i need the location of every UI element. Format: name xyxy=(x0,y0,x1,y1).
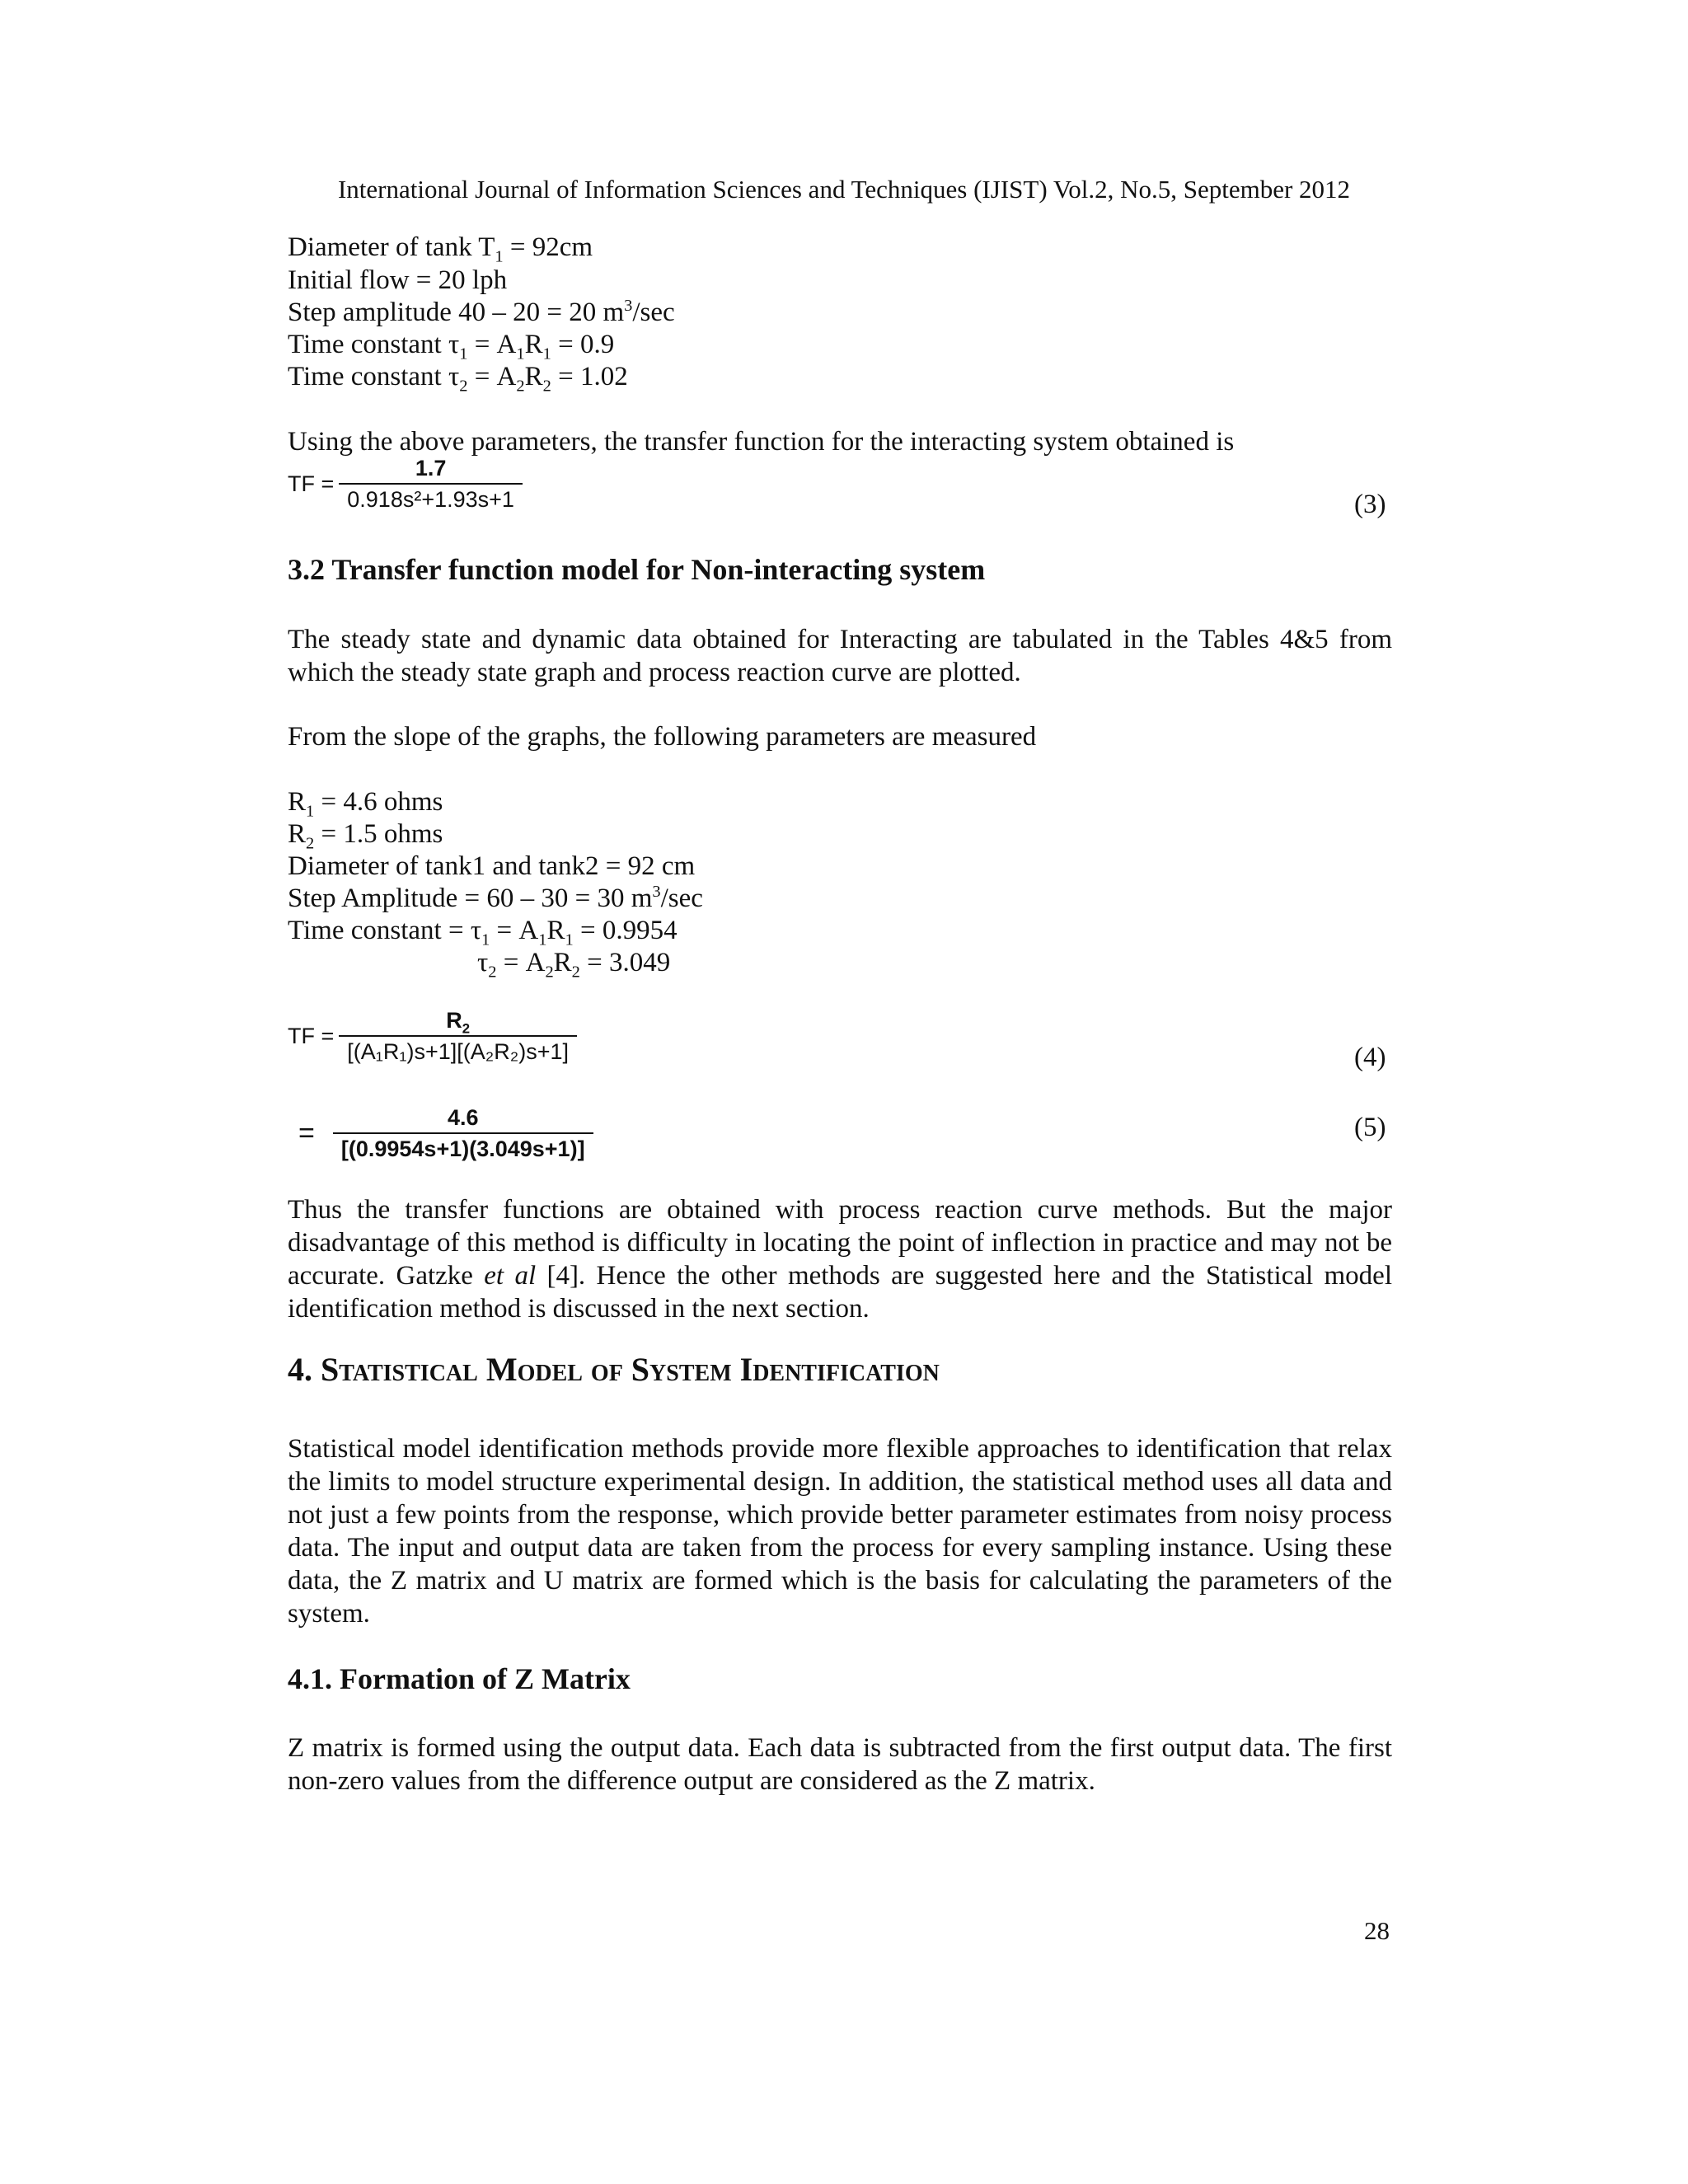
param-time-constant-2: Time constant $\tau_2 = A_2R_2 = 1.02$ xyxy=(288,362,628,396)
section-title-4: 4. Statistical Model of System Identification xyxy=(288,1351,940,1388)
equation-lhs: TF = xyxy=(288,1023,335,1048)
paragraph-using: Using the above parameters, the transfer function for the interacting system obtained is xyxy=(288,427,1235,457)
equation-lhs: = xyxy=(298,1117,315,1149)
fraction-denominator: 0.918s²+1.93s+1 xyxy=(339,483,523,513)
equation-lhs: TF = xyxy=(288,471,335,496)
equation-4 xyxy=(288,1007,577,1065)
running-header: International Journal of Information Sciences and Techniques (IJIST) Vol.2, No.5, September 2012 xyxy=(337,175,1351,204)
param-step-amplitude: Step amplitude 40 – 20 = 20 $m^3/\sec$ xyxy=(288,297,675,327)
section-title-3-2: 3.2 Transfer function model for Non-interacting system xyxy=(288,553,986,586)
equation-3 xyxy=(288,455,523,513)
param-time-constant-b2: $\tau_2 = A_2R_2 = 3.049$ xyxy=(477,948,671,982)
equation-fraction xyxy=(339,455,523,513)
fraction-numerator: $R_2$ xyxy=(446,1008,471,1037)
paragraph-thus: Thus the transfer functions are obtained with process reaction curve methods. But the major disadvantage of this method is difficulty in locating the point of inflection in practice and may not be accurate. Gatzke et al [4]. Hence the other methods are suggested here and the Statistical model identification method is discussed in the next section. xyxy=(288,1195,1392,1324)
fraction-numerator: 1.7 xyxy=(415,456,447,480)
paragraph-z-matrix: Z matrix is formed using the output data. Each data is subtracted from the first output data. The first non-zero values from the difference output are considered as the Z matrix. xyxy=(288,1733,1392,1796)
param-diameter-t1: Diameter of tank $T_1 = 92cm$ xyxy=(288,232,593,266)
equation-number-4: (4) xyxy=(1354,1043,1386,1072)
fraction-numerator: 4.6 xyxy=(447,1105,479,1130)
paragraph-slope: From the slope of the graphs, the following parameters are measured xyxy=(288,722,1037,752)
param-initial-flow: Initial flow = 20 lph xyxy=(288,265,508,295)
param-r1: $R_1 = 4.6$ ohms xyxy=(288,787,443,821)
param-time-constant-1: Time constant $\tau_1 = A_1R_1 = 0.9$ xyxy=(288,330,615,363)
equation-fraction xyxy=(333,1104,593,1162)
fraction-denominator: [(A₁R₁)s+1][(A₂R₂)s+1] xyxy=(339,1035,577,1065)
section-title-4-1: 4.1. Formation of Z Matrix xyxy=(288,1662,631,1695)
equation-number-5: (5) xyxy=(1354,1113,1386,1142)
equation-number-3: (3) xyxy=(1354,490,1386,519)
equation-fraction xyxy=(339,1007,577,1065)
fraction-denominator: [(0.9954s+1)(3.049s+1)] xyxy=(333,1132,593,1162)
param-diameter-tanks: Diameter of tank1 and tank2 = 92 cm xyxy=(288,851,696,881)
param-r2: $R_2 = 1.5$ ohms xyxy=(288,819,443,853)
page-number: 28 xyxy=(1364,1916,1390,1945)
paragraph-statistical: Statistical model identification methods provide more flexible approaches to identification that relax the limits to model structure experimental design. In addition, the statistical method uses all data and not just a few points from the response, which provide better parameter estimates from noisy process data. The input and output data are taken from the process for every sampling instance. Using these data, the Z matrix and U matrix are formed which is the basis for calculating the parameters of the system. xyxy=(288,1434,1392,1629)
paragraph-steady-state: The steady state and dynamic data obtained for Interacting are tabulated in the Tables 4&5 from which the steady state graph and process reaction curve are plotted. xyxy=(288,625,1392,687)
param-time-constant-b1: Time constant = $\tau_1 = A_1R_1 = 0.9954$ xyxy=(288,916,678,949)
param-step-amplitude-b: Step Amplitude = 60 – 30 = 30 $m^3/\sec$ xyxy=(288,883,703,913)
equation-5 xyxy=(298,1104,593,1162)
